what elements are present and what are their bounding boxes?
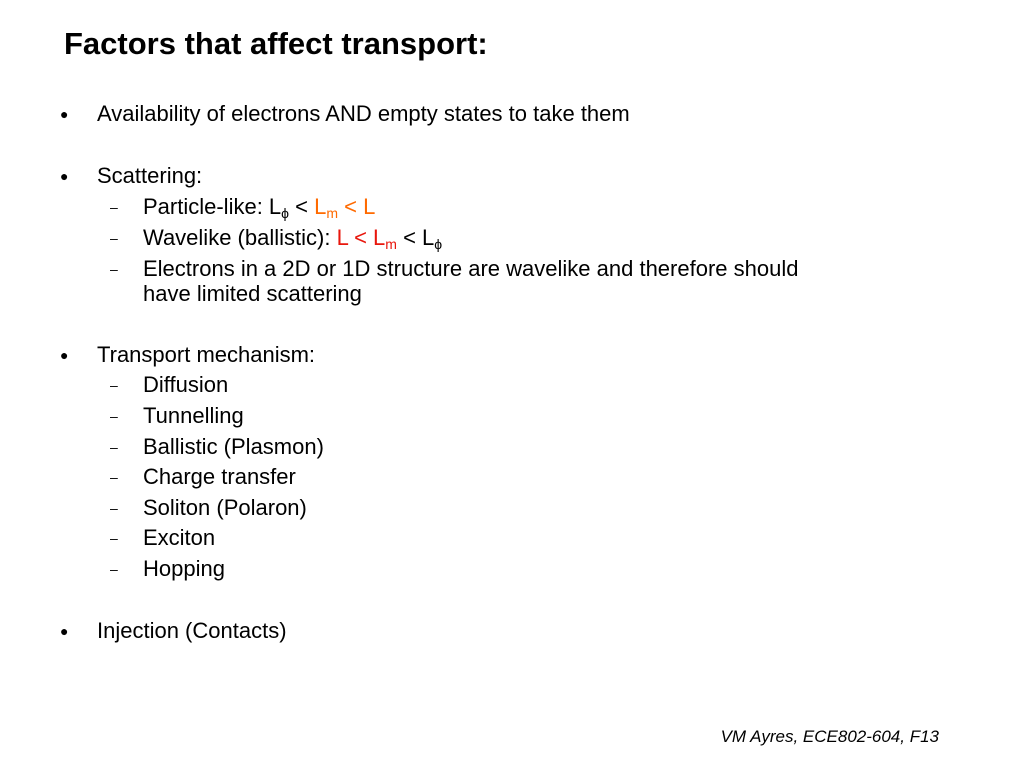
particle-L: L (314, 194, 327, 219)
particle-lt: < (289, 194, 315, 219)
sub-dash: – (110, 500, 118, 516)
footer-credit: VM Ayres, ECE802-604, F13 (720, 727, 939, 746)
bullet-injection: Injection (Contacts) (97, 618, 287, 643)
particle-rest: < L (338, 194, 376, 219)
scattering-particle-like (143, 194, 375, 222)
particle-prefix: Particle-like: L (143, 194, 282, 219)
sub-dash: – (110, 261, 118, 277)
page-title: Factors that affect transport: (64, 26, 488, 61)
mechanism-item: Soliton (Polaron) (143, 495, 307, 520)
bullet-scattering: Scattering: (97, 163, 203, 188)
mechanism-item: Exciton (143, 525, 216, 550)
bullet-dot: ● (60, 347, 69, 363)
bullet-dot: ● (60, 168, 69, 184)
sub-dash: – (110, 408, 118, 424)
mechanism-item: Charge transfer (143, 464, 296, 489)
particle-Lm (314, 194, 375, 219)
wave-L: L < L (336, 225, 386, 250)
sub-dash: – (110, 439, 118, 455)
bullet-transport: Transport mechanism: (97, 342, 316, 367)
sub-dash: – (110, 377, 118, 393)
wave-L-Lm (337, 225, 397, 250)
bullet-availability: Availability of electrons AND empty states to take them (97, 101, 630, 126)
wave-rest: < L (396, 225, 435, 250)
wave-prefix: Wavelike (ballistic): (143, 225, 337, 250)
phi-subscript: ϕ (434, 236, 443, 252)
m-subscript: m (326, 205, 338, 221)
mechanism-item: Tunnelling (143, 403, 244, 428)
mechanism-item: Diffusion (143, 372, 229, 397)
sub-dash: – (110, 199, 118, 215)
sub-dash: – (110, 561, 118, 577)
sub-dash: – (110, 530, 118, 546)
sub-dash: – (110, 230, 118, 246)
sub-dash: – (110, 469, 118, 485)
bullet-dot: ● (60, 106, 69, 122)
m-subscript: m (385, 236, 397, 252)
scattering-wavelike (143, 225, 442, 253)
phi-subscript: ϕ (281, 205, 289, 221)
scattering-electrons-line1: Electrons in a 2D or 1D structure are wavelike and therefore should (143, 256, 799, 281)
scattering-electrons-line2: have limited scattering (143, 281, 362, 306)
bullet-dot: ● (60, 623, 69, 639)
mechanism-item: Hopping (143, 556, 225, 581)
mechanism-item: Ballistic (Plasmon) (143, 434, 324, 459)
